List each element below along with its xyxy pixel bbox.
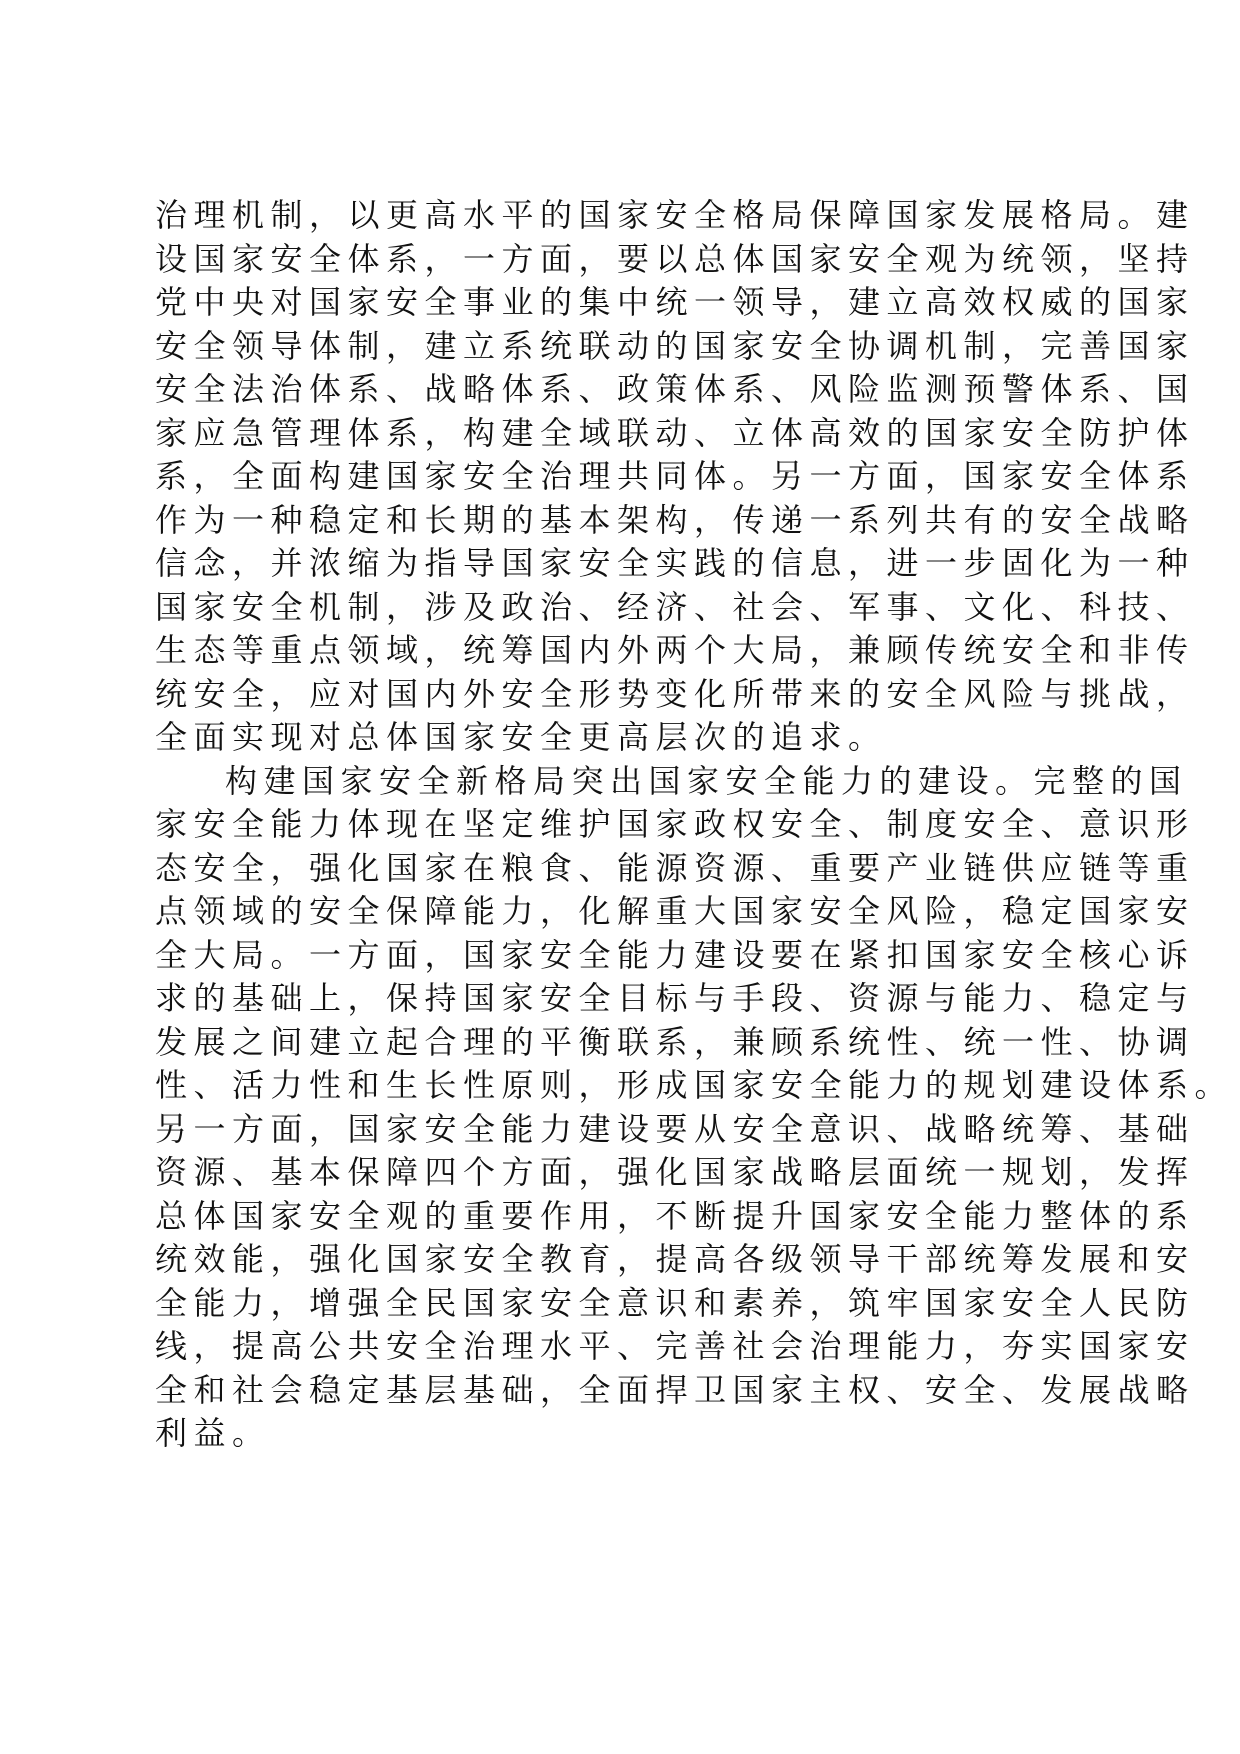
text-line: 全和社会稳定基层基础，全面捍卫国家主权、安全、发展战略 [155, 1370, 1195, 1409]
text-line: 家安全能力体现在坚定维护国家政权安全、制度安全、意识形 [155, 805, 1195, 843]
text-line: 系，全面构建国家安全治理共同体。另一方面，国家安全体系 [155, 457, 1195, 495]
text-line: 资源、基本保障四个方面，强化国家战略层面统一规划，发挥 [155, 1153, 1195, 1191]
text-line: 构建国家安全新格局突出国家安全能力的建设。完整的国 [225, 761, 1188, 800]
text-line: 另一方面，国家安全能力建设要从安全意识、战略统筹、基础 [155, 1109, 1195, 1148]
text-line: 家应急管理体系，构建全域联动、立体高效的国家安全防护体 [155, 413, 1195, 452]
text-line: 治理机制，以更高水平的国家安全格局保障国家发展格局。建 [155, 196, 1195, 234]
text-line: 性、活力性和生长性原则，形成国家安全能力的规划建设体系。 [155, 1066, 1234, 1104]
text-line: 点领域的安全保障能力，化解重大国家安全风险，稳定国家安 [155, 892, 1195, 930]
text-line: 利益。 [155, 1414, 271, 1452]
text-line: 总体国家安全观的重要作用，不断提升国家安全能力整体的系 [155, 1196, 1195, 1235]
text-line: 作为一种稳定和长期的基本架构，传递一系列共有的安全战略 [155, 500, 1195, 539]
text-line: 生态等重点领域，统筹国内外两个大局，兼顾传统安全和非传 [155, 631, 1195, 669]
text-line: 全能力，增强全民国家安全意识和素养，筑牢国家安全人民防 [155, 1283, 1195, 1322]
text-line: 求的基础上，保持国家安全目标与手段、资源与能力、稳定与 [155, 979, 1195, 1017]
text-line: 全面实现对总体国家安全更高层次的追求。 [155, 718, 887, 756]
body-text [155, 194, 1234, 1456]
text-line: 安全领导体制，建立系统联动的国家安全协调机制，完善国家 [155, 326, 1195, 365]
text-line: 设国家安全体系，一方面，要以总体国家安全观为统领，坚持 [155, 239, 1195, 278]
text-line: 统安全，应对国内外安全形势变化所带来的安全风险与挑战， [155, 674, 1195, 713]
text-line: 线，提高公共安全治理水平、完善社会治理能力，夯实国家安 [155, 1327, 1195, 1365]
paragraph-1 [155, 194, 1195, 760]
text-line: 统效能，强化国家安全教育，提高各级领导干部统筹发展和安 [155, 1240, 1195, 1278]
text-line: 国家安全机制，涉及政治、经济、社会、军事、文化、科技、 [155, 587, 1195, 626]
text-line: 态安全，强化国家在粮食、能源资源、重要产业链供应链等重 [155, 848, 1195, 887]
text-line: 安全法治体系、战略体系、政策体系、风险监测预警体系、国 [155, 370, 1195, 408]
text-line: 信念，并浓缩为指导国家安全实践的信息，进一步固化为一种 [155, 544, 1195, 582]
paragraph-2 [155, 760, 1234, 1456]
text-line: 发展之间建立起合理的平衡联系，兼顾系统性、统一性、协调 [155, 1022, 1195, 1061]
text-line: 党中央对国家安全事业的集中统一领导，建立高效权威的国家 [155, 283, 1195, 321]
text-line: 全大局。一方面，国家安全能力建设要在紧扣国家安全核心诉 [155, 935, 1195, 974]
